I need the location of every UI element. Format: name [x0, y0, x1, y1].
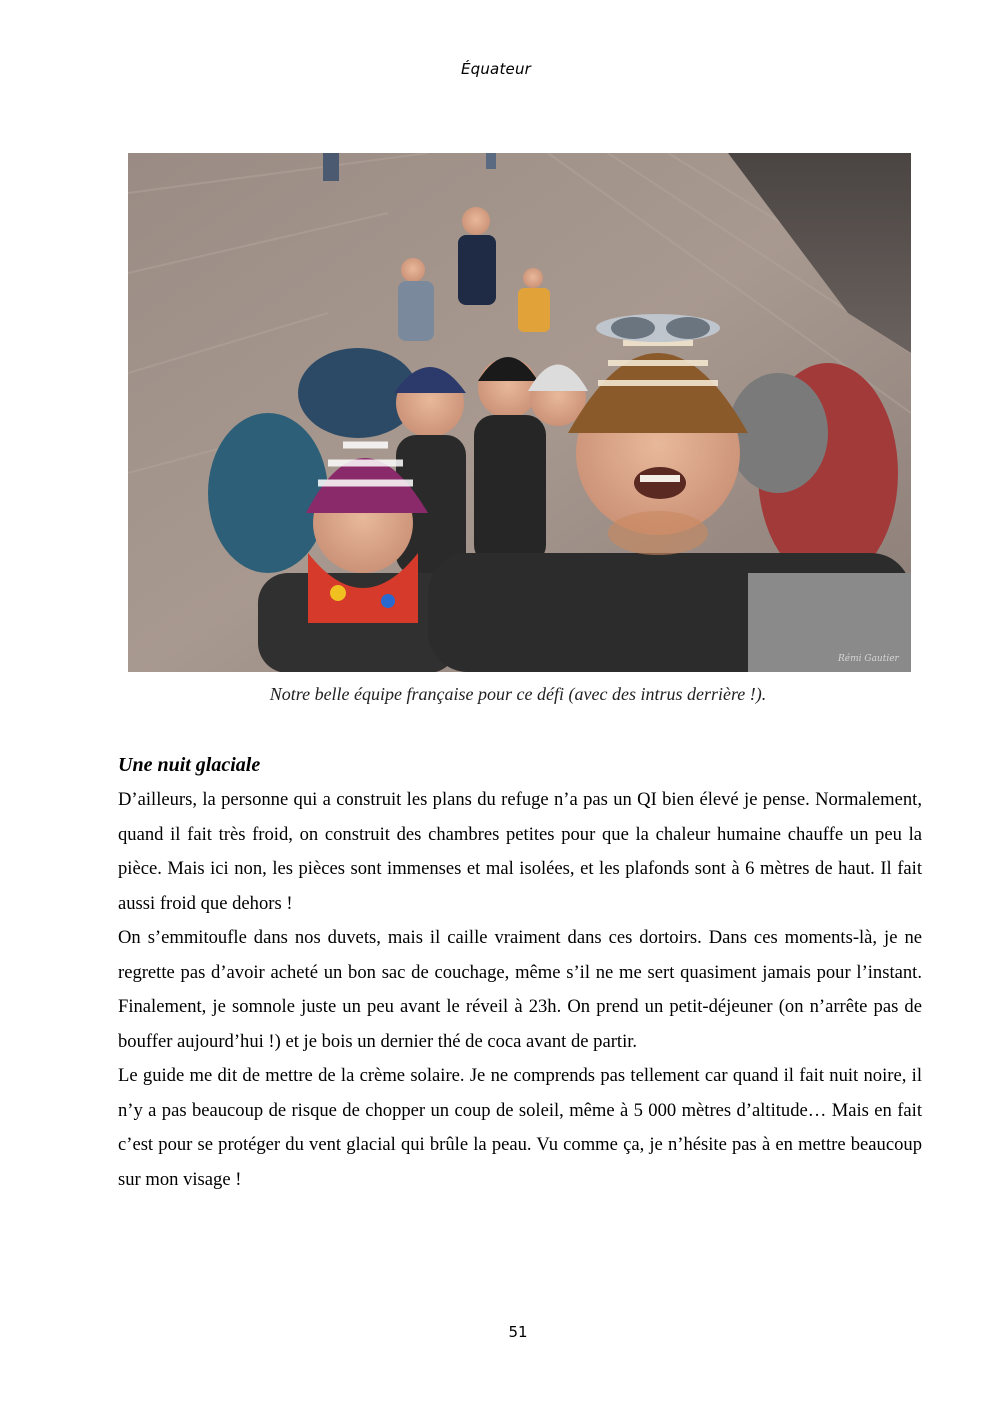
- running-header: Équateur: [460, 60, 532, 78]
- group-photo: [128, 153, 911, 672]
- paragraph: D’ailleurs, la personne qui a construit les plans du refuge n’a pas un QI bien élevé je pense. Normalement, quand il fait très froid, on construit des chambres petites pour que la chaleur humaine chauffe un peu la pièce. Mais ici non, les pièces sont immenses et mal isolées, et les plafonds sont à 6 mètres de haut. Il fait aussi froid que dehors !: [118, 789, 922, 914]
- paragraph: Le guide me dit de mettre de la crème solaire. Je ne comprends pas tellement car quand il fait nuit noire, il n’y a pas beaucoup de risque de chopper un coup de soleil, même à 5 000 mètres d’altitude… Mais en fait c’est pour se protéger du vent glacial qui brûle la peau. Vu comme ça, je n’hésite pas à en mettre beaucoup sur mon visage !: [118, 1065, 922, 1190]
- photo-watermark: Rémi Gautier: [838, 654, 899, 664]
- text-section: [118, 753, 922, 1197]
- page-number: 51: [508, 1323, 528, 1341]
- section-title: Une nuit glaciale: [118, 754, 261, 776]
- figure-caption: Notre belle équipe française pour ce défi (avec des intrus derrière !).: [269, 684, 767, 704]
- paragraph: On s’emmitoufle dans nos duvets, mais il caille vraiment dans ces dortoirs. Dans ces moments-là, je ne regrette pas d’avoir acheté un bon sac de couchage, même s’il ne me sert quasiment jamais pour l’instant. Finalement, je somnole juste un peu avant le réveil à 23h. On prend un petit-déjeuner (on n’arrête pas de bouffer aujourd’hui !) et je bois un dernier thé de coca avant de partir.: [118, 927, 922, 1052]
